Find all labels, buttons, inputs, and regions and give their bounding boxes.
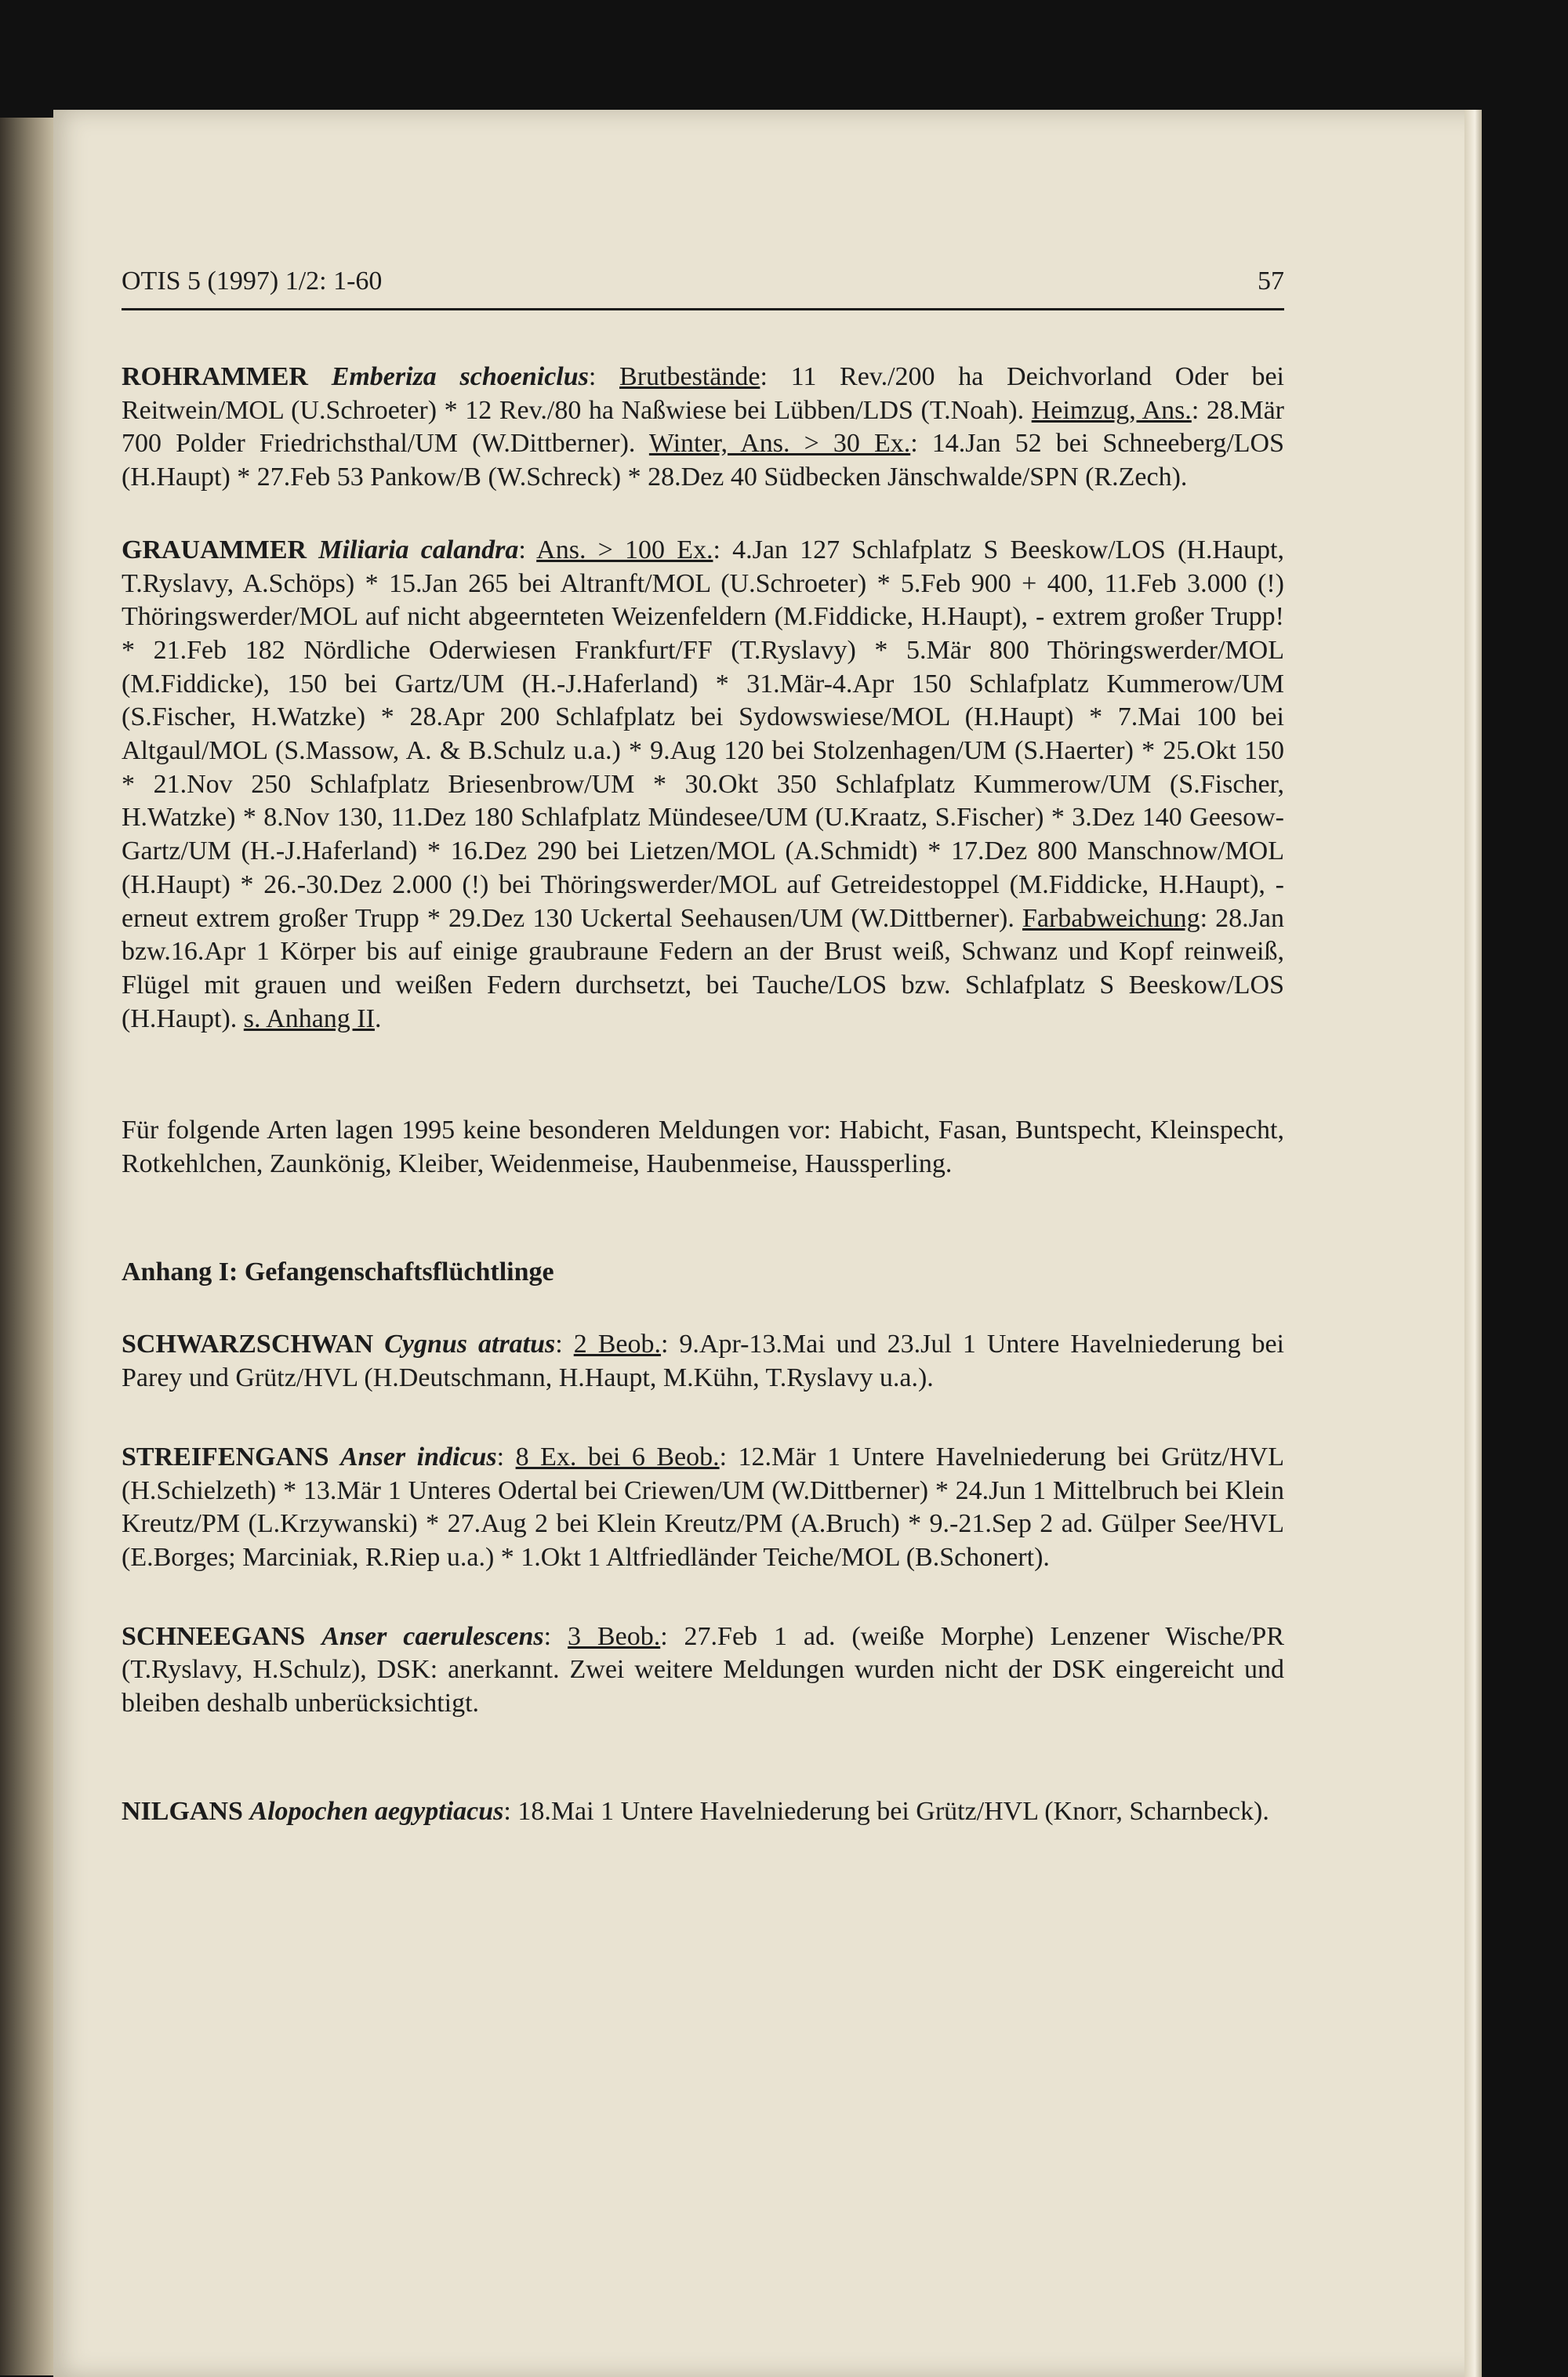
species-name: SCHWARZSCHWAN	[122, 1330, 374, 1359]
species-name: STREIFENGANS	[122, 1442, 329, 1472]
entry-text: .	[374, 1003, 382, 1033]
appendix-heading: Anhang I: Gefangenschaftsflüchtlinge	[122, 1257, 554, 1286]
entry-schwarzschwan: SCHWARZSCHWAN Cygnus atratus: 2 Beob.: 9.Apr-13.Mai und 23.Jul 1 Untere Havelniederung bei Parey und Grütz/HVL (H.Deutschmann, H.Haupt, M.Kühn, T.Ryslavy u.a.).	[122, 1330, 1284, 1393]
entry-text: : 27.Feb 1 ad. (weiße Morphe) Lenzener Wische/PR (T.Ryslavy, H.Schulz), DSK: anerkannt. Zwei weitere Meldungen wurden nicht der DSK eingereicht und bleiben deshalb unberücksichtigt.	[122, 1621, 1284, 1718]
no-reports-paragraph: Für folgende Arten lagen 1995 keine besonderen Meldungen vor: Habicht, Fasan, Buntspecht, Kleinspecht, Rotkehlchen, Zaunkönig, Kleiber, Weidenmeise, Haubenmeise, Haussperling.	[122, 1116, 1284, 1179]
category-label: Ans. > 100 Ex.	[536, 535, 713, 564]
category-label: 3 Beob.	[568, 1621, 661, 1651]
species-name: NILGANS	[122, 1796, 243, 1826]
entry-rohrammer: ROHRAMMER Emberiza schoeniclus: Brutbestände: 11 Rev./200 ha Deichvorland Oder bei Reitwein/MOL (U.Schroeter) * 12 Rev./80 ha Naßwiese bei Lübben/LDS (T.Noah). Heimzug, Ans.: 28.Mär 700 Polder Friedrichsthal/UM (W.Dittberner). Winter, Ans. > 30 Ex.: 14.Jan 52 bei Schneeberg/LOS (H.Haupt) * 27.Feb 53 Pankow/B (W.Schreck) * 28.Dez 40 Südbecken Jänschwalde/SPN (R.Zech).	[122, 362, 1285, 492]
entry-text: : 11 Rev./200 ha Deichvorland Oder bei Reitwein/MOL (U.Schroeter) * 12 Rev./80 ha Naßwiese bei Lübben/LDS (T.Noah).	[122, 362, 1285, 425]
entry-text: : 12.Mär 1 Untere Havelniederung bei Grütz/HVL (H.Schielzeth) * 13.Mär 1 Unteres Odertal bei Criewen/UM (W.Dittberner) * 24.Jun 1 Mittelbruch bei Klein Kreutz/PM (L.Krzywanski) * 27.Aug 2 bei Klein Kreutz/PM (A.Bruch) * 9.-21.Sep 2 ad. Gülper See/HVL (E.Borges; Marciniak, R.Riep u.a.) * 1.Okt 1 Altfriedländer Teiche/MOL (B.Schonert).	[122, 1442, 1285, 1572]
journal-citation: OTIS 5 (1997) 1/2: 1-60	[122, 267, 383, 296]
category-label: Heimzug, Ans.	[1031, 395, 1192, 425]
category-label: 2 Beob.	[573, 1330, 661, 1359]
category-label: Farbabweichung	[1022, 903, 1200, 933]
book-spine-shadow	[0, 118, 55, 2375]
page-number: 57	[1258, 267, 1284, 296]
latin-name: Alopochen aegyptiacus	[249, 1796, 504, 1826]
entry-text: : 28.Jan bzw.16.Apr 1 Körper bis auf einige graubraune Federn an der Brust weiß, Schwanz und Kopf reinweiß, Flügel mit grauen und weißen Federn durchsetzt, bei Tauche/LOS bzw. Schlafplatz S Beeskow/LOS (H.Haupt).	[122, 903, 1284, 1033]
species-name: ROHRAMMER	[122, 362, 308, 391]
species-name: SCHNEEGANS	[122, 1621, 306, 1651]
category-label: 8 Ex. bei 6 Beob.	[515, 1442, 720, 1472]
latin-name: Cygnus atratus	[384, 1330, 556, 1359]
category-label: Brutbestände	[619, 362, 760, 391]
category-label: Winter, Ans. > 30 Ex.	[648, 429, 911, 459]
article-body	[122, 361, 1284, 1829]
latin-name: Anser caerulescens	[321, 1621, 544, 1651]
entry-text: : 9.Apr-13.Mai und 23.Jul 1 Untere Havelniederung bei Parey und Grütz/HVL (H.Deutschmann, H.Haupt, M.Kühn, T.Ryslavy u.a.).	[122, 1330, 1284, 1393]
entry-text: : 14.Jan 52 bei Schneeberg/LOS (H.Haupt) * 27.Feb 53 Pankow/B (W.Schreck) * 28.Dez 40 Südbecken Jänschwalde/SPN (R.Zech).	[122, 429, 1284, 492]
entry-text: : 4.Jan 127 Schlafplatz S Beeskow/LOS (H.Haupt, T.Ryslavy, A.Schöps) * 15.Jan 265 bei Altranft/MOL (U.Schroeter) * 5.Feb 900 + 400, 11.Feb 3.000 (!) Thöringswerder/MOL auf nicht abgeernteten Weizenfeldern (M.Fiddicke, H.Haupt), - extrem großer Trupp! * 21.Feb 182 Nördliche Oderwiesen Frankfurt/FF (T.Ryslavy) * 5.Mär 800 Thöringswerder/MOL (M.Fiddicke), 150 bei Gartz/UM (H.-J.Haferland) * 31.Mär-4.Apr 150 Schlafplatz Kummerow/UM (S.Fischer, H.Watzke) * 28.Apr 200 Schlafplatz bei Sydowswiese/MOL (H.Haupt) * 7.Mai 100 bei Altgaul/MOL (S.Massow, A. & B.Schulz u.a.) * 9.Aug 120 bei Stolzenhagen/UM (S.Haerter) * 25.Okt 150 * 21.Nov 250 Schlafplatz Briesenbrow/UM * 30.Okt 350 Schlafplatz Kummerow/UM (S.Fischer, H.Watzke) * 8.Nov 130, 11.Dez 180 Schlafplatz Mündesee/UM (U.Kraatz, S.Fischer) * 3.Dez 140 Geesow-Gartz/UM (H.-J.Haferland) * 16.Dez 290 bei Lietzen/MOL (A.Schmidt) * 17.Dez 800 Manschnow/MOL (H.Haupt) * 26.-30.Dez 2.000 (!) bei Thöringswerder/MOL auf Getreidestoppel (M.Fiddicke, H.Haupt), - erneut extrem großer Trupp * 29.Dez 130 Uckertal Seehausen/UM (W.Dittberner).	[122, 535, 1285, 933]
species-name: GRAUAMMER	[122, 535, 307, 564]
entry-nilgans	[122, 1795, 1284, 1829]
latin-name: Anser indicus	[340, 1442, 497, 1472]
entry-streifengans: STREIFENGANS Anser indicus: 8 Ex. bei 6 Beob.: 12.Mär 1 Untere Havelniederung bei Grütz/HVL (H.Schielzeth) * 13.Mär 1 Unteres Odertal bei Criewen/UM (W.Dittberner) * 24.Jun 1 Mittelbruch bei Klein Kreutz/PM (L.Krzywanski) * 27.Aug 2 bei Klein Kreutz/PM (A.Bruch) * 9.-21.Sep 2 ad. Gülper See/HVL (E.Borges; Marciniak, R.Riep u.a.) * 1.Okt 1 Altfriedländer Teiche/MOL (B.Schonert).	[122, 1442, 1285, 1572]
entry-text: : 28.Mär 700 Polder Friedrichsthal/UM (W.Dittberner).	[122, 395, 1284, 459]
entry-text: : 18.Mai 1 Untere Havelniederung bei Grütz/HVL (Knorr, Scharnbeck).	[503, 1796, 1269, 1826]
entry-schneegans: SCHNEEGANS Anser caerulescens: 3 Beob.: 27.Feb 1 ad. (weiße Morphe) Lenzener Wische/PR (T.Ryslavy, H.Schulz), DSK: anerkannt. Zwei weitere Meldungen wurden nicht der DSK eingereicht und bleiben deshalb unberücksichtigt.	[122, 1621, 1284, 1718]
latin-name: Emberiza schoeniclus	[331, 362, 589, 391]
entry-grauammer: GRAUAMMER Miliaria calandra: Ans. > 100 Ex.: 4.Jan 127 Schlafplatz S Beeskow/LOS (H.Haupt, T.Ryslavy, A.Schöps) * 15.Jan 265 bei Altranft/MOL (U.Schroeter) * 5.Feb 900 + 400, 11.Feb 3.000 (!) Thöringswerder/MOL auf nicht abgeernteten Weizenfeldern (M.Fiddicke, H.Haupt), - extrem großer Trupp! * 21.Feb 182 Nördliche Oderwiesen Frankfurt/FF (T.Ryslavy) * 5.Mär 800 Thöringswerder/MOL (M.Fiddicke), 150 bei Gartz/UM (H.-J.Haferland) * 31.Mär-4.Apr 150 Schlafplatz Kummerow/UM (S.Fischer, H.Watzke) * 28.Apr 200 Schlafplatz bei Sydowswiese/MOL (H.Haupt) * 7.Mai 100 bei Altgaul/MOL (S.Massow, A. & B.Schulz u.a.) * 9.Aug 120 bei Stolzenhagen/UM (S.Haerter) * 25.Okt 150 * 21.Nov 250 Schlafplatz Briesenbrow/UM * 30.Okt 350 Schlafplatz Kummerow/UM (S.Fischer, H.Watzke) * 8.Nov 130, 11.Dez 180 Schlafplatz Mündesee/UM (U.Kraatz, S.Fischer) * 3.Dez 140 Geesow-Gartz/UM (H.-J.Haferland) * 16.Dez 290 bei Lietzen/MOL (A.Schmidt) * 17.Dez 800 Manschnow/MOL (H.Haupt) * 26.-30.Dez 2.000 (!) bei Thöringswerder/MOL auf Getreidestoppel (M.Fiddicke, H.Haupt), - erneut extrem großer Trupp * 29.Dez 130 Uckertal Seehausen/UM (W.Dittberner). Farbabweichung: 28.Jan bzw.16.Apr 1 Körper bis auf einige graubraune Federn an der Brust weiß, Schwanz und Kopf reinweiß, Flügel mit grauen und weißen Federn durchsetzt, bei Tauche/LOS bzw. Schlafplatz S Beeskow/LOS (H.Haupt). s. Anhang II.	[122, 535, 1285, 1033]
header-rule	[122, 308, 1284, 310]
running-header	[122, 267, 1284, 296]
category-label: s. Anhang II	[243, 1003, 375, 1033]
page-edge	[1465, 110, 1482, 2377]
latin-name: Miliaria calandra	[318, 535, 519, 564]
